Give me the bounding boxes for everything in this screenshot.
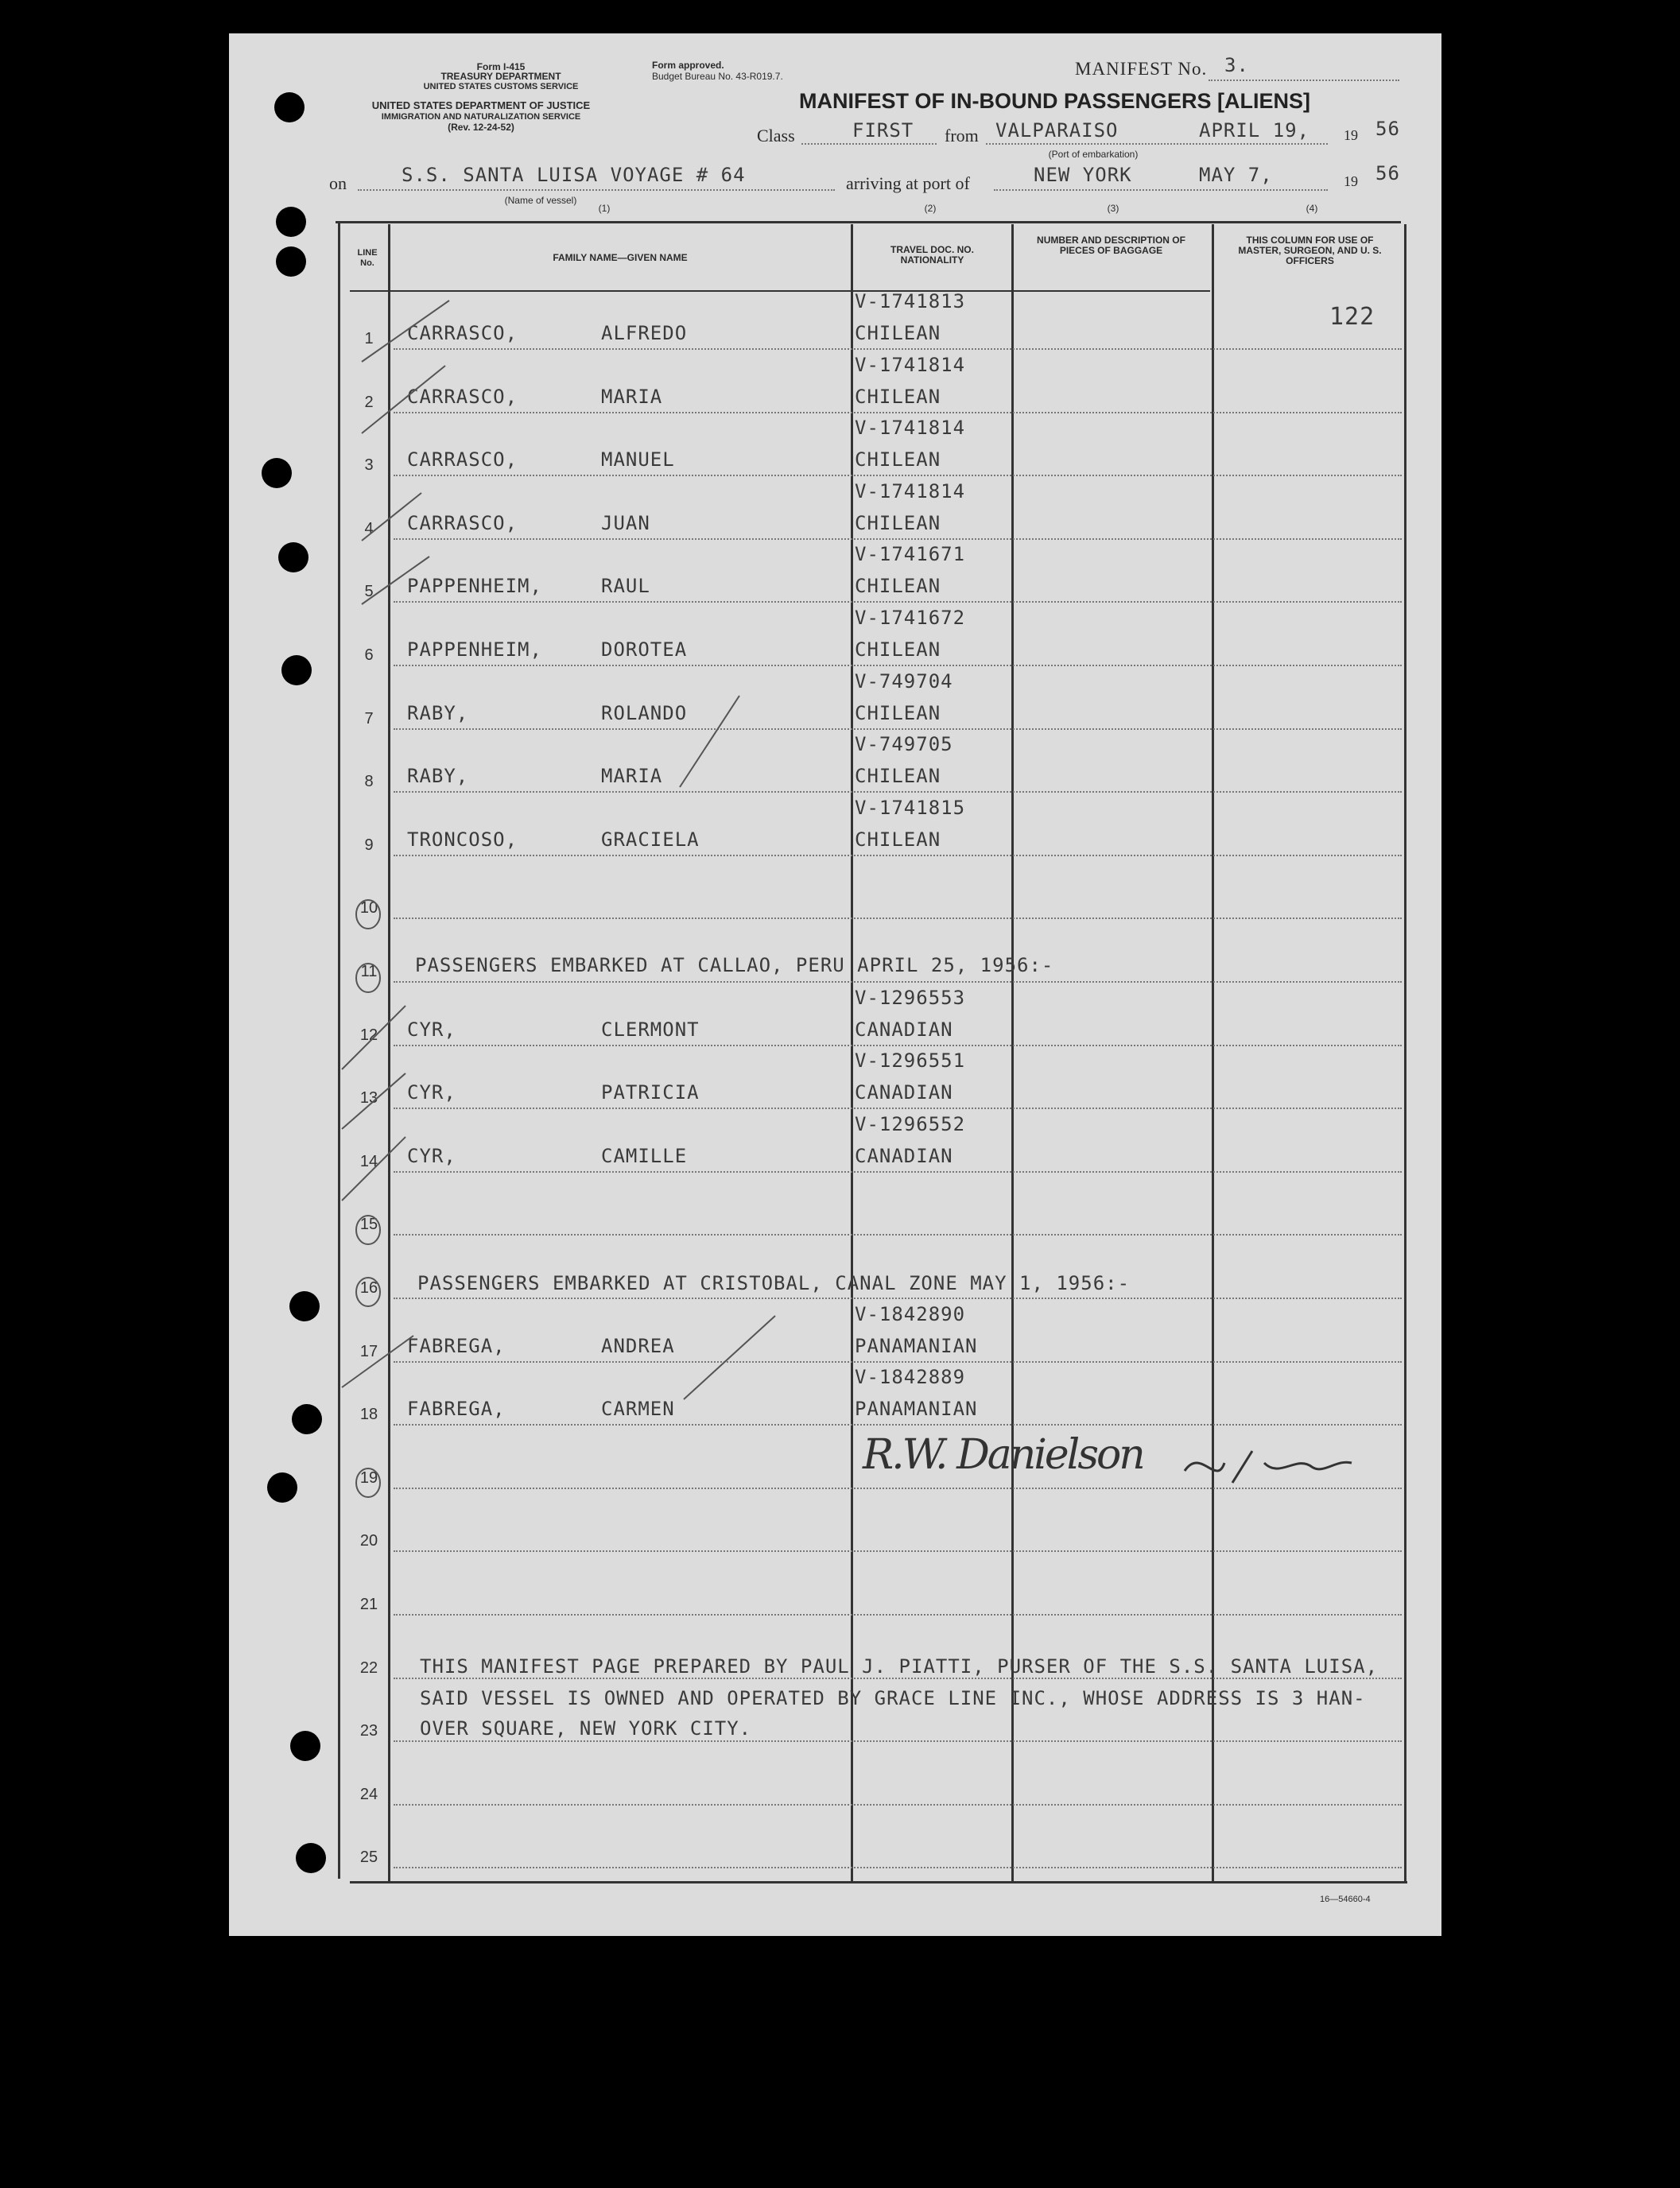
line-number: 10 bbox=[359, 899, 378, 917]
nationality: CHILEAN bbox=[855, 322, 941, 344]
family-name: CYR, bbox=[407, 1144, 456, 1167]
travel-doc-number: V-1741814 bbox=[855, 479, 966, 502]
vessel-name: S.S. SANTA LUISA VOYAGE # 64 bbox=[402, 164, 746, 186]
officer-note: 122 bbox=[1329, 303, 1375, 331]
arriving-label: arriving at port of bbox=[846, 173, 970, 193]
manifest-title: MANIFEST OF IN-BOUND PASSENGERS [ALIENS] bbox=[799, 89, 1311, 113]
line-number: 2 bbox=[364, 393, 374, 411]
line-number: 14 bbox=[359, 1152, 378, 1170]
line-number: 6 bbox=[364, 646, 374, 664]
nationality: CANADIAN bbox=[855, 1018, 953, 1041]
travel-doc-number: V-1741814 bbox=[855, 353, 966, 376]
col1-caption: (1) bbox=[598, 203, 611, 214]
arrival-port: NEW YORK bbox=[1034, 164, 1132, 186]
travel-doc-number: V-1842889 bbox=[855, 1366, 966, 1389]
line-number: 19 bbox=[359, 1468, 378, 1487]
nationality: CHILEAN bbox=[855, 701, 941, 724]
line-number: 16 bbox=[359, 1279, 378, 1297]
col-header-baggage: NUMBER AND DESCRIPTION OF PIECES OF BAGGAGE bbox=[1037, 235, 1185, 256]
nationality: CHILEAN bbox=[855, 828, 941, 851]
travel-doc-number: V-1842890 bbox=[855, 1302, 966, 1325]
line-number: 24 bbox=[359, 1785, 378, 1803]
family-name: CARRASCO, bbox=[407, 322, 518, 344]
nationality: CANADIAN bbox=[855, 1081, 953, 1104]
year-prefix-2: 19 bbox=[1344, 173, 1358, 189]
line-number: 4 bbox=[364, 519, 374, 537]
nationality: PANAMANIAN bbox=[855, 1398, 978, 1421]
class-value: FIRST bbox=[852, 119, 914, 142]
given-name: DOROTEA bbox=[601, 638, 688, 661]
nationality: CHILEAN bbox=[855, 448, 941, 471]
manifest-label: MANIFEST No. bbox=[1075, 59, 1208, 79]
given-name: GRACIELA bbox=[601, 828, 700, 851]
travel-doc-number: V-1296553 bbox=[855, 986, 966, 1009]
line-number: 12 bbox=[359, 1026, 378, 1044]
given-name: ANDREA bbox=[601, 1334, 675, 1357]
prepared-note-3: OVER SQUARE, NEW YORK CITY. bbox=[420, 1717, 752, 1740]
travel-doc-number: V-1741671 bbox=[855, 543, 966, 566]
col-header-name: FAMILY NAME—GIVEN NAME bbox=[553, 252, 688, 263]
col4-caption: (4) bbox=[1306, 203, 1318, 214]
given-name: ROLANDO bbox=[601, 701, 688, 724]
line-number: 9 bbox=[364, 836, 374, 854]
travel-doc-number: V-749705 bbox=[855, 733, 953, 756]
col3-caption: (3) bbox=[1107, 203, 1119, 214]
travel-doc-number: V-749704 bbox=[855, 669, 953, 692]
line-number: 5 bbox=[364, 583, 374, 601]
family-name: CARRASCO, bbox=[407, 511, 518, 534]
manifest-number: 3. bbox=[1224, 54, 1249, 76]
line-number: 3 bbox=[364, 456, 374, 475]
family-name: RABY, bbox=[407, 765, 469, 788]
line-number: 13 bbox=[359, 1089, 378, 1108]
given-name: MARIA bbox=[601, 765, 663, 788]
nationality: CHILEAN bbox=[855, 575, 941, 598]
treasury-dept: TREASURY DEPARTMENT bbox=[440, 71, 561, 82]
footer-code: 16—54660-4 bbox=[1320, 1895, 1371, 1904]
travel-doc-number: V-1296551 bbox=[855, 1049, 966, 1073]
nationality: CHILEAN bbox=[855, 765, 941, 788]
col2-caption: (2) bbox=[924, 203, 937, 214]
line-number: 1 bbox=[364, 330, 374, 347]
arrival-date: MAY 7, bbox=[1199, 164, 1273, 186]
family-name: PAPPENHEIM, bbox=[407, 638, 542, 661]
line-number: 23 bbox=[359, 1722, 378, 1740]
col-header-doc: TRAVEL DOC. NO. NATIONALITY bbox=[890, 244, 974, 266]
from-port: VALPARAISO bbox=[995, 119, 1119, 142]
given-name: CARMEN bbox=[601, 1398, 675, 1421]
from-year: 56 bbox=[1375, 118, 1400, 140]
immigration-service: IMMIGRATION AND NATURALIZATION SERVICE bbox=[381, 112, 581, 122]
family-name: CARRASCO, bbox=[407, 448, 518, 471]
travel-doc-number: V-1741815 bbox=[855, 796, 966, 819]
given-name: CAMILLE bbox=[601, 1144, 688, 1167]
revision: (Rev. 12-24-52) bbox=[448, 122, 514, 133]
given-name: JUAN bbox=[601, 511, 650, 534]
year-prefix: 19 bbox=[1344, 127, 1358, 143]
travel-doc-number: V-1741672 bbox=[855, 607, 966, 629]
family-name: RABY, bbox=[407, 701, 469, 724]
line-number: 15 bbox=[359, 1216, 378, 1234]
line-number: 22 bbox=[359, 1658, 378, 1677]
given-name: RAUL bbox=[601, 575, 650, 598]
line-number: 8 bbox=[364, 773, 374, 791]
line-number: 20 bbox=[359, 1532, 378, 1550]
prepared-note-1: THIS MANIFEST PAGE PREPARED BY PAUL J. PIATTI, PURSER OF THE S.S. SANTA LUISA, bbox=[420, 1655, 1379, 1678]
callao-note: PASSENGERS EMBARKED AT CALLAO, PERU APRIL 25, 1956:- bbox=[415, 954, 1054, 976]
family-name: CYR, bbox=[407, 1081, 456, 1104]
family-name: CARRASCO, bbox=[407, 385, 518, 408]
form-approved: Form approved. bbox=[652, 60, 724, 71]
line-number: 7 bbox=[364, 709, 374, 727]
family-name: CYR, bbox=[407, 1018, 456, 1041]
col-header-line: LINE No. bbox=[357, 248, 378, 268]
class-label: Class bbox=[757, 126, 795, 145]
line-number: 18 bbox=[359, 1406, 378, 1424]
line-number: 17 bbox=[359, 1342, 378, 1360]
form-number: Form I-415 bbox=[476, 61, 526, 72]
given-name: MANUEL bbox=[601, 448, 675, 471]
line-number: 25 bbox=[359, 1849, 378, 1867]
family-name: FABREGA, bbox=[407, 1398, 506, 1421]
travel-doc-number: V-1741813 bbox=[855, 290, 966, 312]
from-date: APRIL 19, bbox=[1199, 119, 1310, 142]
family-name: TRONCOSO, bbox=[407, 828, 518, 851]
travel-doc-number: V-1296552 bbox=[855, 1112, 966, 1135]
arrival-year: 56 bbox=[1375, 162, 1400, 184]
officer-signature: R.W. Danielson bbox=[863, 1431, 1143, 1479]
family-name: FABREGA, bbox=[407, 1334, 506, 1357]
customs-service: UNITED STATES CUSTOMS SERVICE bbox=[423, 82, 579, 91]
given-name: MARIA bbox=[601, 385, 663, 408]
nationality: CHILEAN bbox=[855, 385, 941, 408]
col-header-officers: THIS COLUMN FOR USE OF MASTER, SURGEON, AND U. S. OFFICERS bbox=[1238, 235, 1382, 266]
given-name: PATRICIA bbox=[601, 1081, 700, 1104]
given-name: CLERMONT bbox=[601, 1018, 700, 1041]
prepared-note-2: SAID VESSEL IS OWNED AND OPERATED BY GRACE LINE INC., WHOSE ADDRESS IS 3 HAN- bbox=[420, 1687, 1366, 1709]
line-number: 21 bbox=[359, 1596, 378, 1613]
from-label: from bbox=[945, 126, 979, 145]
budget-bureau: Budget Bureau No. 43-R019.7. bbox=[652, 71, 783, 82]
vessel-caption: (Name of vessel) bbox=[504, 195, 577, 206]
line-number: 11 bbox=[360, 963, 378, 980]
travel-doc-number: V-1741814 bbox=[855, 417, 966, 440]
family-name: PAPPENHEIM, bbox=[407, 575, 542, 598]
on-label: on bbox=[329, 173, 347, 193]
cristobal-note: PASSENGERS EMBARKED AT CRISTOBAL, CANAL ZONE MAY 1, 1956:- bbox=[417, 1272, 1131, 1294]
nationality: CANADIAN bbox=[855, 1144, 953, 1167]
port-caption: (Port of embarkation) bbox=[1048, 149, 1139, 160]
nationality: CHILEAN bbox=[855, 638, 941, 661]
nationality: PANAMANIAN bbox=[855, 1334, 978, 1357]
nationality: CHILEAN bbox=[855, 511, 941, 534]
given-name: ALFREDO bbox=[601, 322, 688, 344]
justice-dept: UNITED STATES DEPARTMENT OF JUSTICE bbox=[371, 99, 591, 111]
